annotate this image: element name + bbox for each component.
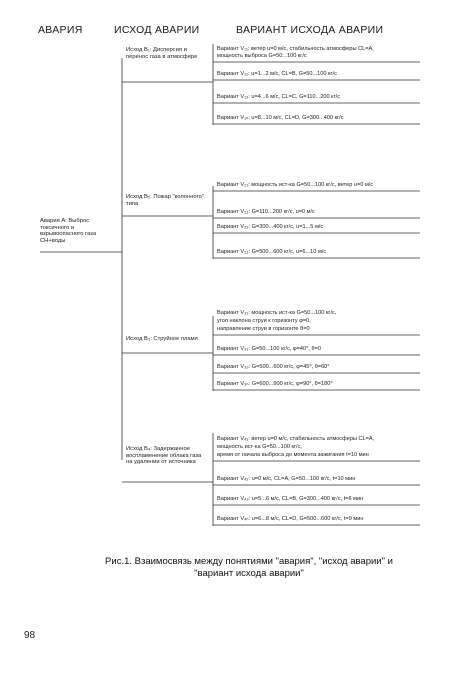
variant-text-1-3-1: Вариант V₁₃: u=4...6 м/с, CL=C, G=110...200 кг/с [217,94,341,100]
variant-text-4-4-1: Вариант V₄ₙ: u=6...8 м/с, CL=D, G=500...600 кг/с, t=9 мин [217,516,364,522]
outcome-label-1: Исход B₁: Дисперсия и перенос газа в атмосфере [126,47,198,60]
variant-text-3-1-3: направление струи в горизонте θ=0 [217,326,310,332]
variant-text-3-3-1: Вариант V₃₃: G=500...600 кг/с, φ=45°, θ=60° [217,364,330,370]
variant-text-1-1-1: Вариант V₁₁: ветер u=0 м/с, стабильность атмосферы CL=A, [217,46,374,52]
variant-text-1-2-1: Вариант V₁₂: u=1...2 м/с, CL=B, G=50...100 кг/с [217,71,337,77]
caption-line-1: Рис.1. Взаимосвязь между понятиями "авария", "исход аварии" и [105,556,393,567]
variant-text-3-1-2: угол наклона струи к горизонту φ=0, [217,318,311,324]
variant-text-4-1-1: Вариант V₄₁: ветер u=0 м/с, стабильность атмосферы CL=A, [217,436,375,442]
variant-text-1-1-2: мощность выброса G=50...100 кг/с [217,53,307,59]
variant-text-2-3-1: Вариант V₂₃: G=300...400 кг/с, u=1...5 м/с [217,224,324,230]
figure-caption [84,556,414,580]
variant-text-2-4-1: Вариант V₂₂: G=500...600 кг/с, u=6...10 м/с [217,249,327,255]
page-number: 98 [24,630,36,641]
variant-text-3-1-1: Вариант V₃₁: мощность ист-ка G=50...100 кг/с, [217,310,337,316]
variant-text-4-3-1: Вариант V₄₃: u=5...6 м/с, CL=B, G=300...400 кг/с, t=6 мин [217,496,364,502]
accident-label: Авария A: Выброс токсичного и взрывоопасного газа CH+воды [40,218,97,244]
outcome-label-4: Исход B₄: Задержанное воспламенение облака газа на удалении от источника [126,446,202,466]
variant-text-3-2-1: Вариант V₃₂: G=50...100 кг/с, φ=40°, θ=0 [217,346,321,352]
outcome-label-2: Исход B₂: Пожар "колонного" типа [126,194,204,207]
variant-text-2-1-1: Вариант V₂₁: мощность ист-ка G=50...100 кг/с, ветер u=0 м/с [217,182,374,188]
outcome-label-3: Исход B₃: Струйное пламя [126,336,198,342]
header-accident: АВАРИЯ [38,24,83,36]
variant-text-4-1-3: время от начала выброса до момента зажигания t=10 мин [217,452,369,458]
variant-text-1-4-1: Вариант V₁ₙ: u=8...10 м/с, CL=D, G=300...400 кг/с [217,115,344,121]
variant-text-2-2-1: Вариант V₂₂: G=110...200 кг/с, u=0 м/с [217,209,315,215]
variant-text-3-4-1: Вариант V₃ₙ: G=600...900 кг/с, φ=90°, θ=180° [217,381,333,387]
caption-line-2: "вариант исхода аварии" [194,567,304,579]
header-outcome: ИСХОД АВАРИИ [114,24,200,36]
variant-text-4-2-1: Вариант V₄₂: u=0 м/с, CL=A, G=50...100 кг/с, t=10 мин [217,476,356,482]
variant-text-4-1-2: мощность ист-ка G=50...100 кг/с, [217,444,302,450]
header-variant: ВАРИАНТ ИСХОДА АВАРИИ [236,24,384,36]
